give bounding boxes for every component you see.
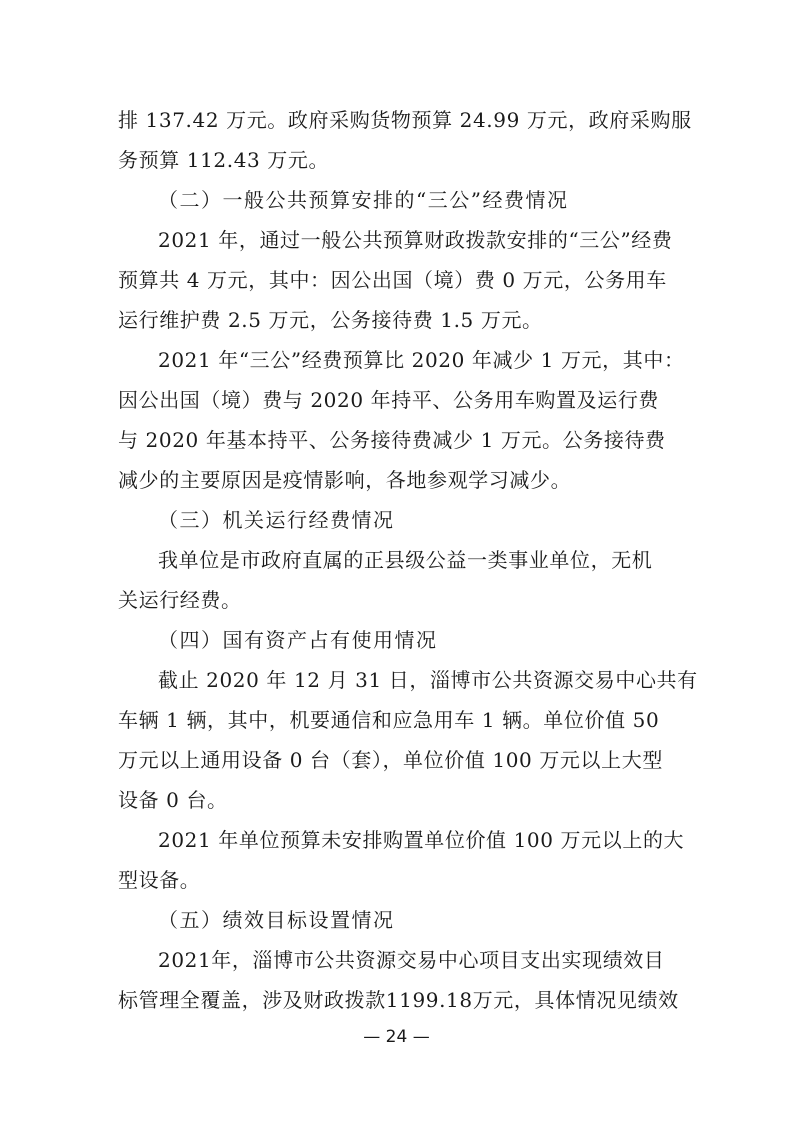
- text-line: 我单位是市政府直属的正县级公益一类事业单位，无机: [158, 548, 653, 572]
- text-line: 关运行经费。: [118, 588, 242, 612]
- text-line: 标管理全覆盖，涉及财政拨款1199.18万元，具体情况见绩效: [118, 988, 679, 1012]
- text-line: 与 2020 年基本持平、公务接待费减少 1 万元。公务接待费: [118, 428, 666, 452]
- section-heading: （二）一般公共预算安排的“三公”经费情况: [158, 188, 569, 212]
- section-heading: （四）国有资产占有使用情况: [158, 628, 438, 652]
- page-number: — 24 —: [363, 1027, 430, 1047]
- text-line: 减少的主要原因是疫情影响，各地参观学习减少。: [118, 468, 572, 492]
- text-line: 车辆 1 辆，其中，机要通信和应急用车 1 辆。单位价值 50: [118, 708, 660, 732]
- text-line: 2021年，淄博市公共资源交易中心项目支出实现绩效目: [158, 948, 665, 972]
- text-line: 万元以上通用设备 0 台（套），单位价值 100 万元以上大型: [118, 748, 663, 772]
- text-line: 2021 年“三公”经费预算比 2020 年减少 1 万元，其中：: [158, 348, 685, 372]
- text-line: 2021 年，通过一般公共预算财政拨款安排的“三公”经费: [158, 228, 673, 252]
- text-line: 型设备。: [118, 868, 201, 892]
- text-line: 因公出国（境）费与 2020 年持平、公务用车购置及运行费: [118, 388, 660, 412]
- text-line: 设备 0 台。: [118, 788, 228, 812]
- text-line: 务预算 112.43 万元。: [118, 148, 330, 172]
- text-line: 2021 年单位预算未安排购置单位价值 100 万元以上的大: [158, 828, 685, 852]
- text-line: 预算共 4 万元，其中：因公出国（境）费 0 万元，公务用车: [118, 268, 667, 292]
- text-line: 运行维护费 2.5 万元，公务接待费 1.5 万元。: [118, 308, 543, 332]
- text-line: 排 137.42 万元。政府采购货物预算 24.99 万元，政府采购服: [118, 108, 692, 132]
- text-line: 截止 2020 年 12 月 31 日，淄博市公共资源交易中心共有: [158, 668, 698, 692]
- section-heading: （五）绩效目标设置情况: [158, 908, 395, 932]
- section-heading: （三）机关运行经费情况: [158, 508, 395, 532]
